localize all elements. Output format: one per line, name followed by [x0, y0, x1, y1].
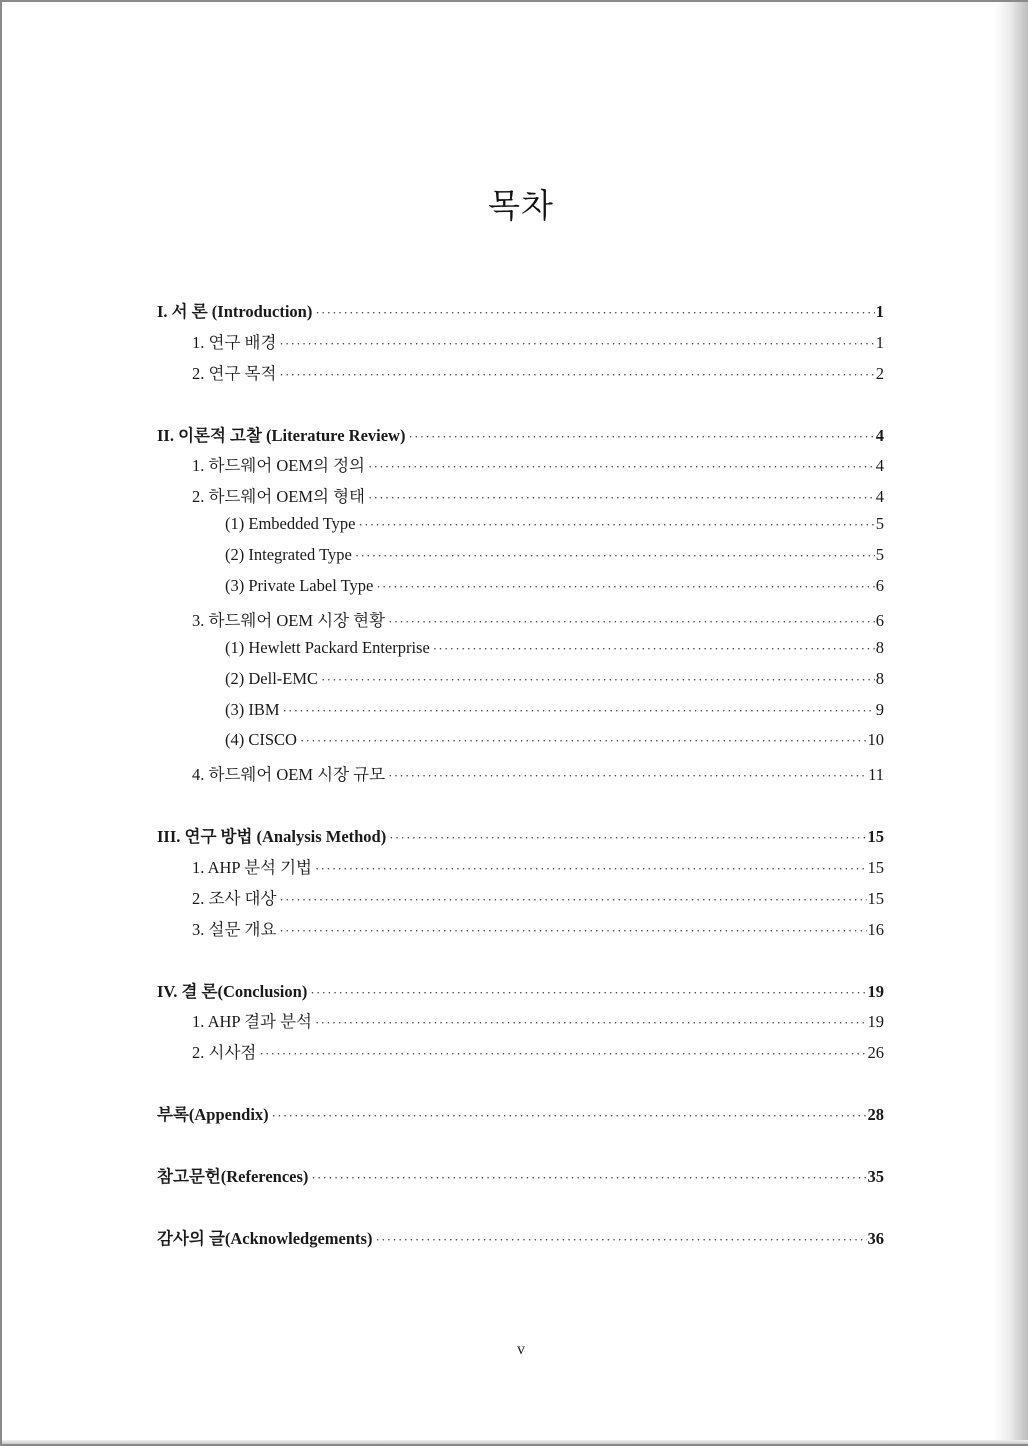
dot-leader — [279, 892, 866, 908]
toc-entry-label: (3) IBM — [225, 699, 280, 719]
dot-leader — [368, 490, 875, 506]
toc-entry-label: 1. 연구 배경 — [192, 332, 277, 352]
toc-entry-page: 19 — [867, 981, 884, 1001]
toc-entry-label: III. 연구 방법 (Analysis Method) — [157, 827, 387, 847]
toc-entry — [157, 1008, 884, 1039]
toc-entry-page: 6 — [875, 610, 884, 630]
dot-leader — [272, 1108, 867, 1124]
dot-leader — [321, 672, 875, 688]
toc-entry — [157, 576, 884, 607]
toc-entry-label: 4. 하드웨어 OEM 시장 규모 — [192, 765, 386, 785]
toc-entry-page: 4 — [875, 425, 884, 445]
dot-leader — [311, 1170, 866, 1186]
toc-entry-label: 1. 하드웨어 OEM의 정의 — [192, 456, 365, 476]
dot-leader — [359, 517, 875, 533]
page-number: v — [517, 1341, 525, 1358]
toc-entry — [157, 1101, 884, 1132]
toc-entry-page: 11 — [868, 765, 884, 785]
toc-entry — [157, 1225, 884, 1256]
toc-entry-page: 36 — [867, 1228, 884, 1248]
toc-entry-label: 3. 하드웨어 OEM 시장 현황 — [192, 610, 386, 630]
toc-entry-label: 2. 조사 대상 — [192, 888, 277, 908]
toc-entry — [157, 761, 884, 792]
toc-entry-label: 2. 하드웨어 OEM의 형태 — [192, 487, 365, 507]
toc-entry — [157, 329, 884, 360]
dot-leader — [315, 1015, 867, 1031]
toc-entry — [157, 978, 884, 1009]
toc-entry — [157, 854, 884, 885]
toc-entry — [157, 545, 884, 576]
toc-entry-label: II. 이론적 고찰 (Literature Review) — [157, 425, 406, 445]
toc-entry-label: 2. 시사점 — [192, 1043, 257, 1063]
dot-leader — [315, 305, 874, 321]
toc-entry — [157, 483, 884, 514]
toc-entry — [157, 452, 884, 483]
dot-leader — [375, 1232, 866, 1248]
toc-entry-page: 1 — [875, 302, 884, 321]
toc-entry — [157, 1039, 884, 1070]
toc-entry — [157, 885, 884, 916]
toc-entry — [157, 607, 884, 638]
page-title: 목차 — [488, 186, 554, 225]
toc-entry-page: 2 — [875, 363, 884, 383]
dot-leader — [389, 830, 866, 846]
toc-entry-page: 10 — [867, 730, 884, 750]
toc-entry-page: 26 — [867, 1043, 884, 1063]
toc-entry — [157, 823, 884, 854]
dot-leader — [279, 923, 866, 939]
dot-leader — [283, 703, 875, 719]
toc-entry-label: 1. AHP 결과 분석 — [192, 1012, 312, 1032]
toc-entry-label: 참고문헌(References) — [157, 1166, 309, 1186]
toc-entry-page: 28 — [867, 1105, 884, 1125]
toc-entry-label: (1) Hewlett Packard Enterprise — [225, 637, 430, 657]
dot-leader — [408, 429, 874, 445]
dot-leader — [279, 367, 874, 383]
dot-leader — [376, 579, 874, 595]
toc-entry-page: 4 — [875, 456, 884, 476]
page-edge-shadow — [994, 2, 1028, 1444]
toc-entry-page: 8 — [875, 668, 884, 688]
dot-leader — [259, 1046, 866, 1062]
toc-entry-page: 16 — [867, 919, 884, 939]
toc-entry-page: 1 — [875, 332, 884, 352]
dot-leader — [300, 733, 867, 749]
toc-entry-page: 9 — [875, 699, 884, 719]
toc-entry-page: 15 — [867, 888, 884, 908]
toc-entry — [157, 700, 884, 731]
toc-entry — [157, 669, 884, 700]
page-bottom-shadow — [2, 1440, 1028, 1444]
toc-entry — [157, 730, 884, 761]
toc-entry-page: 6 — [875, 576, 884, 596]
table-of-contents — [157, 298, 884, 1256]
dot-leader — [368, 459, 875, 475]
toc-entry — [157, 1163, 884, 1194]
dot-leader — [315, 861, 867, 877]
dot-leader — [279, 336, 874, 352]
toc-entry-label: (1) Embedded Type — [225, 514, 356, 534]
toc-entry-label: 1. AHP 분석 기법 — [192, 858, 312, 878]
toc-entry-page: 8 — [875, 637, 884, 657]
toc-entry-page: 5 — [875, 514, 884, 534]
toc-entry-page: 15 — [867, 858, 884, 878]
dot-leader — [310, 985, 866, 1001]
toc-entry-label: IV. 결 론(Conclusion) — [157, 981, 308, 1001]
toc-entry-page: 35 — [867, 1166, 884, 1186]
toc-entry — [157, 360, 884, 391]
toc-entry-label: 부록(Appendix) — [157, 1105, 269, 1125]
toc-entry-label: 2. 연구 목적 — [192, 363, 277, 383]
dot-leader — [388, 768, 867, 784]
toc-entry — [157, 638, 884, 669]
toc-entry-page: 5 — [875, 545, 884, 565]
toc-entry-page: 4 — [875, 487, 884, 507]
toc-entry-label: (2) Dell-EMC — [225, 668, 319, 688]
toc-entry-page: 19 — [867, 1012, 884, 1032]
toc-entry-label: 감사의 글(Acknowledgements) — [157, 1228, 373, 1248]
toc-entry-label: (2) Integrated Type — [225, 545, 352, 565]
toc-entry-label: I. 서 론 (Introduction) — [157, 302, 313, 321]
toc-entry-label: (3) Private Label Type — [225, 576, 374, 596]
dot-leader — [388, 614, 875, 630]
dot-leader — [355, 548, 875, 564]
dot-leader — [433, 641, 875, 657]
toc-entry — [157, 514, 884, 545]
toc-entry-label: (4) CISCO — [225, 730, 297, 750]
toc-entry-page: 15 — [867, 827, 884, 847]
toc-entry — [157, 422, 884, 453]
toc-entry-label: 3. 설문 개요 — [192, 919, 277, 939]
toc-entry — [157, 916, 884, 947]
toc-entry — [157, 298, 884, 329]
